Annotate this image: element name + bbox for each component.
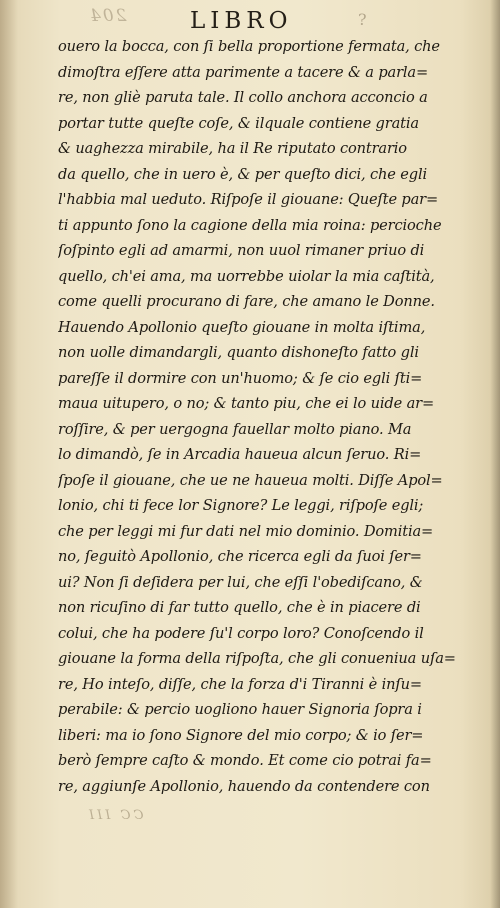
text-line: Hauendo Apollonio queſto giouane in molta iſtima, (58, 318, 426, 336)
text-line: no, ſeguitò Apollonio, che ricerca egli da ſuoi ſer= (58, 548, 422, 565)
text-line: ſpoſe il giouane, che ue ne haueua molti. Diſſe Apol= (58, 471, 443, 489)
text-line: ti appunto ſono la cagione della mia roina: percioche (58, 216, 442, 234)
text-line: quello, ch'ei ama, ma uorrebbe uiolar la mia caſtità, (58, 267, 435, 285)
show-through-signature: CC III (86, 808, 144, 823)
text-line: ſoſpinto egli ad amarmi, non uuol rimaner priuo di (58, 242, 425, 259)
text-line: pareſſe il dormire con un'huomo; & ſe cio egli ſti= (58, 369, 423, 387)
gutter-shadow (0, 0, 18, 908)
text-line: re, aggiunſe Apollonio, hauendo da contendere con (58, 777, 430, 795)
text-line: liberi: ma io ſono Signore del mio corpo; & io ſer= (58, 726, 424, 744)
text-line: lonio, chi ti fece lor Signore? Le leggi, riſpoſe egli; (58, 497, 424, 514)
text-line: ui? Non ſi deſidera per lui, che eſſi l'obediſcano, & (58, 573, 423, 591)
text-line: dimoſtra eſſere atta parimente a tacere & a parla= (58, 63, 429, 81)
text-line: colui, che ha podere ſu'l corpo loro? Conoſcendo il (58, 624, 424, 642)
text-line: re, Ho inteſo, diſſe, che la forza d'i Tiranni è inſu= (58, 675, 422, 693)
text-line: che per leggi mi fur dati nel mio dominio. Domitia= (58, 522, 434, 540)
text-line: come quelli procurano di fare, che amano le Donne. (58, 293, 435, 310)
text-line: giouane la forma della riſpoſta, che gli conueniua uſa= (58, 650, 456, 667)
text-line: da quello, che in uero è, & per queſto dici, che egli (58, 165, 427, 183)
text-line: l'habbia mal ueduto. Riſpoſe il giouane: Queſte par= (58, 191, 439, 208)
body-text (58, 34, 460, 799)
text-line: non uolle dimandargli, quanto dishoneſto fatto gli (58, 344, 419, 361)
text-line: maua uitupero, o no; & tanto piu, che ei lo uide ar= (58, 395, 435, 412)
text-line: ouero la bocca, con ſi bella proportione fermata, che (58, 38, 440, 55)
text-line: portar tutte queſte coſe, & ilquale contiene gratia (58, 114, 419, 132)
show-through-folio: 204 (88, 6, 127, 26)
running-head-title: LIBRO (190, 8, 293, 34)
text-line: perabile: & percio uogliono hauer Signoria ſopra i (58, 701, 422, 718)
show-through-mark: ? (358, 10, 367, 29)
text-line: re, non gliè paruta tale. Il collo anchora acconcio a (58, 89, 428, 106)
text-line: berò ſempre caſto & mondo. Et come cio potrai fa= (58, 752, 432, 769)
text-line: roſſire, & per uergogna fauellar molto piano. Ma (58, 420, 412, 438)
running-head (0, 4, 500, 34)
text-line: & uaghezza mirabile, ha il Re riputato contrario (58, 140, 407, 157)
text-line: non ricuſino di far tutto quello, che è in piacere di (58, 599, 421, 616)
text-line: lo dimandò, ſe in Arcadia haueua alcun ſeruo. Ri= (58, 446, 422, 463)
page-edge-shadow (490, 0, 500, 908)
